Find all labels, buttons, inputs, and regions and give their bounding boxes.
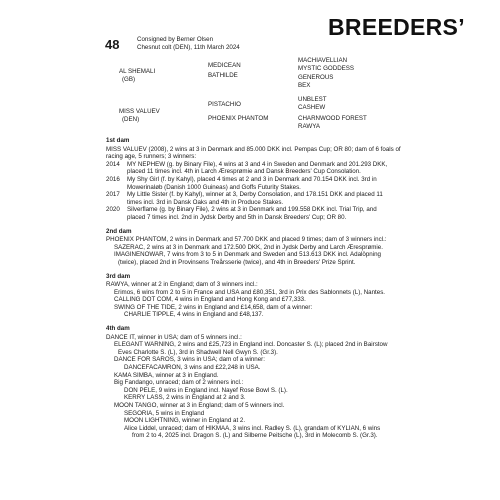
dam-line: KERRY LASS, 2 wins in England at 2 and 3. xyxy=(124,394,246,402)
produce-text: Silverflame (g. by Binary File), 2 wins at 3 in Denmark and 199.558 DKK incl. Trial Trip, and xyxy=(127,206,377,214)
dam-dam: PHOENIX PHANTOM xyxy=(208,115,269,122)
produce-2017 xyxy=(106,191,406,206)
dam-line: DANCE FOR SAROS, 3 wins in USA; dam of a winner: xyxy=(114,356,265,364)
second-dam-heading: 2nd dam xyxy=(106,227,132,235)
produce-text: times incl. 3rd in Dansk Oaks and 4th in Produce Stakes. xyxy=(127,198,284,206)
fourth-dam-section xyxy=(106,325,406,440)
dam-line: (twice), placed 2nd in Provinsens Treårsserie (twice), and 4th in Breeders' Prize Sprint. xyxy=(118,258,356,266)
dam-line: from 2 to 4, 2025 incl. Dragon S. (L) and Silberne Peitsche (L), 3rd in Molecomb S. (Gr.3). xyxy=(132,432,378,440)
dam-line: PHOENIX PHANTOM, 2 wins in Denmark and 57.700 DKK and placed 9 times; dam of 3 winners incl.: xyxy=(106,236,387,244)
dam-line: SEGORIA, 5 wins in England xyxy=(124,409,205,417)
dam-dam-dam: RAWYA xyxy=(298,123,320,130)
lot-number: 48 xyxy=(105,37,120,52)
sire-dam-dam: BEX xyxy=(298,82,311,89)
sire-sire-dam: MYSTIC GODDESS xyxy=(298,65,355,72)
produce-year: 2016 xyxy=(106,175,120,183)
dam-line: ELEGANT WARNING, 2 wins and £25,723 in England incl. Doncaster S. (L); placed 2nd in Bairstow xyxy=(114,341,388,349)
dam-sire-dam: CASHEW xyxy=(298,104,326,111)
dam-line: DANCE IT, winner in USA; dam of 5 winners incl.: xyxy=(106,333,242,341)
dam-name xyxy=(119,108,160,123)
sire-dam-sire: GENEROUS xyxy=(298,74,334,81)
sire-sire-sire: MACHIAVELLIAN xyxy=(298,57,348,64)
produce-year: 2020 xyxy=(106,206,120,214)
sire-name xyxy=(119,68,155,83)
produce-year: 2014 xyxy=(106,160,120,168)
produce-text: Mowerinaløb (Danish 1000 Guineas) and Goffs Futurity Stakes. xyxy=(127,183,301,191)
dam-line: Erimos, 6 wins from 2 to 5 in France and USA and £80,351, 3rd in Prix des Sablonnets (L), Nantes. xyxy=(114,288,386,296)
dam-line: DON PELE, 9 wins in England incl. Nayef Rose Bowl S. (L). xyxy=(124,386,288,394)
dam-line: SAZERAC, 2 wins at 3 in Denmark and 172.500 DKK, 2nd in Jydsk Derby and Larch Æresprømie. xyxy=(114,243,383,251)
brand-logo: BREEDERS’ xyxy=(328,14,465,40)
third-dam-section xyxy=(106,273,406,320)
dam-line: KAMA SIMBA, winner at 3 in England. xyxy=(114,371,219,379)
produce-text: My Little Sister (f. by Kahyl), winner at 3, Derby Consolation, and 178.151 DKK and placed 11 xyxy=(127,191,383,199)
dam-line2: (DEN) xyxy=(122,115,140,123)
produce-text: My Shy Girl (f. by Kahyl), placed 4 times at 2 and 3 in Denmark and 70.154 DKK incl. 3rd in xyxy=(127,175,377,183)
dam-line: MOON TANGO, winner at 3 in England; dam of 5 winners incl. xyxy=(114,402,285,409)
produce-text: MY NEPHEW (g. by Binary File), 4 wins at 3 and 4 in Sweden and Denmark and 201.293 DKK, xyxy=(127,160,388,168)
dam-line: MOON LIGHTNING, winner in England at 2. xyxy=(124,417,246,425)
produce-2016 xyxy=(106,176,406,191)
dam-sire-sire: UNBLEST xyxy=(298,96,327,103)
sire-dam: BATHILDE xyxy=(208,72,238,79)
dam-line: Big Fandango, unraced; dam of 2 winners incl.: xyxy=(114,379,244,387)
third-dam-heading: 3rd dam xyxy=(106,272,131,280)
dam-line: DANCEFACAMRON, 3 wins and £22,248 in USA. xyxy=(124,364,261,372)
produce-text: placed 7 times incl. 2nd in Jydsk Derby and 5th in Dansk Breeders' Cup; OR 80. xyxy=(127,213,347,221)
dam-line1: MISS VALUEV xyxy=(119,108,160,115)
second-dam-section xyxy=(106,228,406,267)
sire-sire: MEDICEAN xyxy=(208,62,241,69)
dam-sire: PISTACHIO xyxy=(208,101,241,108)
dam-line: RAWYA, winner at 2 in England; dam of 3 winners incl.: xyxy=(106,281,258,289)
produce-2020 xyxy=(106,206,406,221)
sire-line1: AL SHEMALI xyxy=(119,68,156,75)
dam-dam-sire: CHARNWOOD FOREST xyxy=(298,115,367,122)
sire-line2: (GB) xyxy=(122,75,136,83)
first-dam-section xyxy=(106,137,406,222)
produce-2014 xyxy=(106,161,406,176)
horse-description: Chesnut colt (DEN), 11th March 2024 xyxy=(137,44,240,51)
dam-line: Alice Liddel, unraced; dam of HIKMAA, 3 wins incl. Radley S. (L), grandam of KYLIAN, 6 wins xyxy=(124,424,381,432)
dam-line: Eves Charlotte S. (L), 3rd in Shadwell Nell Gwyn S. (Gr.3). xyxy=(118,348,278,356)
first-dam-intro: MISS VALUEV (2008), 2 wins at 3 in Denmark and 85.000 DKK incl. Pempas Cup; OR 80; dam of 6 foals of racing age, 5 runners; 3 winners: xyxy=(106,145,401,161)
produce-text: placed 11 times incl. 4th in Larch Æresprømie and Dansk Breeders' Cup Consolation. xyxy=(127,168,361,176)
first-dam-heading: 1st dam xyxy=(106,137,130,144)
produce-year: 2017 xyxy=(106,191,120,199)
fourth-dam-heading: 4th dam xyxy=(106,325,130,333)
dam-line: CHARLIE TIPPLE, 4 wins in England and £48,137. xyxy=(124,311,264,319)
dam-line: SWING OF THE TIDE, 2 wins in England and £14,658, dam of a winner: xyxy=(114,303,313,311)
dam-line: IMAGINENOWAR, 7 wins from 3 to 5 in Denmark and Sweden and 513.613 DKK incl. Adalöpning xyxy=(114,251,381,259)
consignor-line: Consigned by Berner Olsen xyxy=(137,36,214,43)
produce-record xyxy=(106,137,406,440)
dam-line: CALLING DOT COM, 4 wins in England and Hong Kong and £77,333. xyxy=(114,296,306,304)
